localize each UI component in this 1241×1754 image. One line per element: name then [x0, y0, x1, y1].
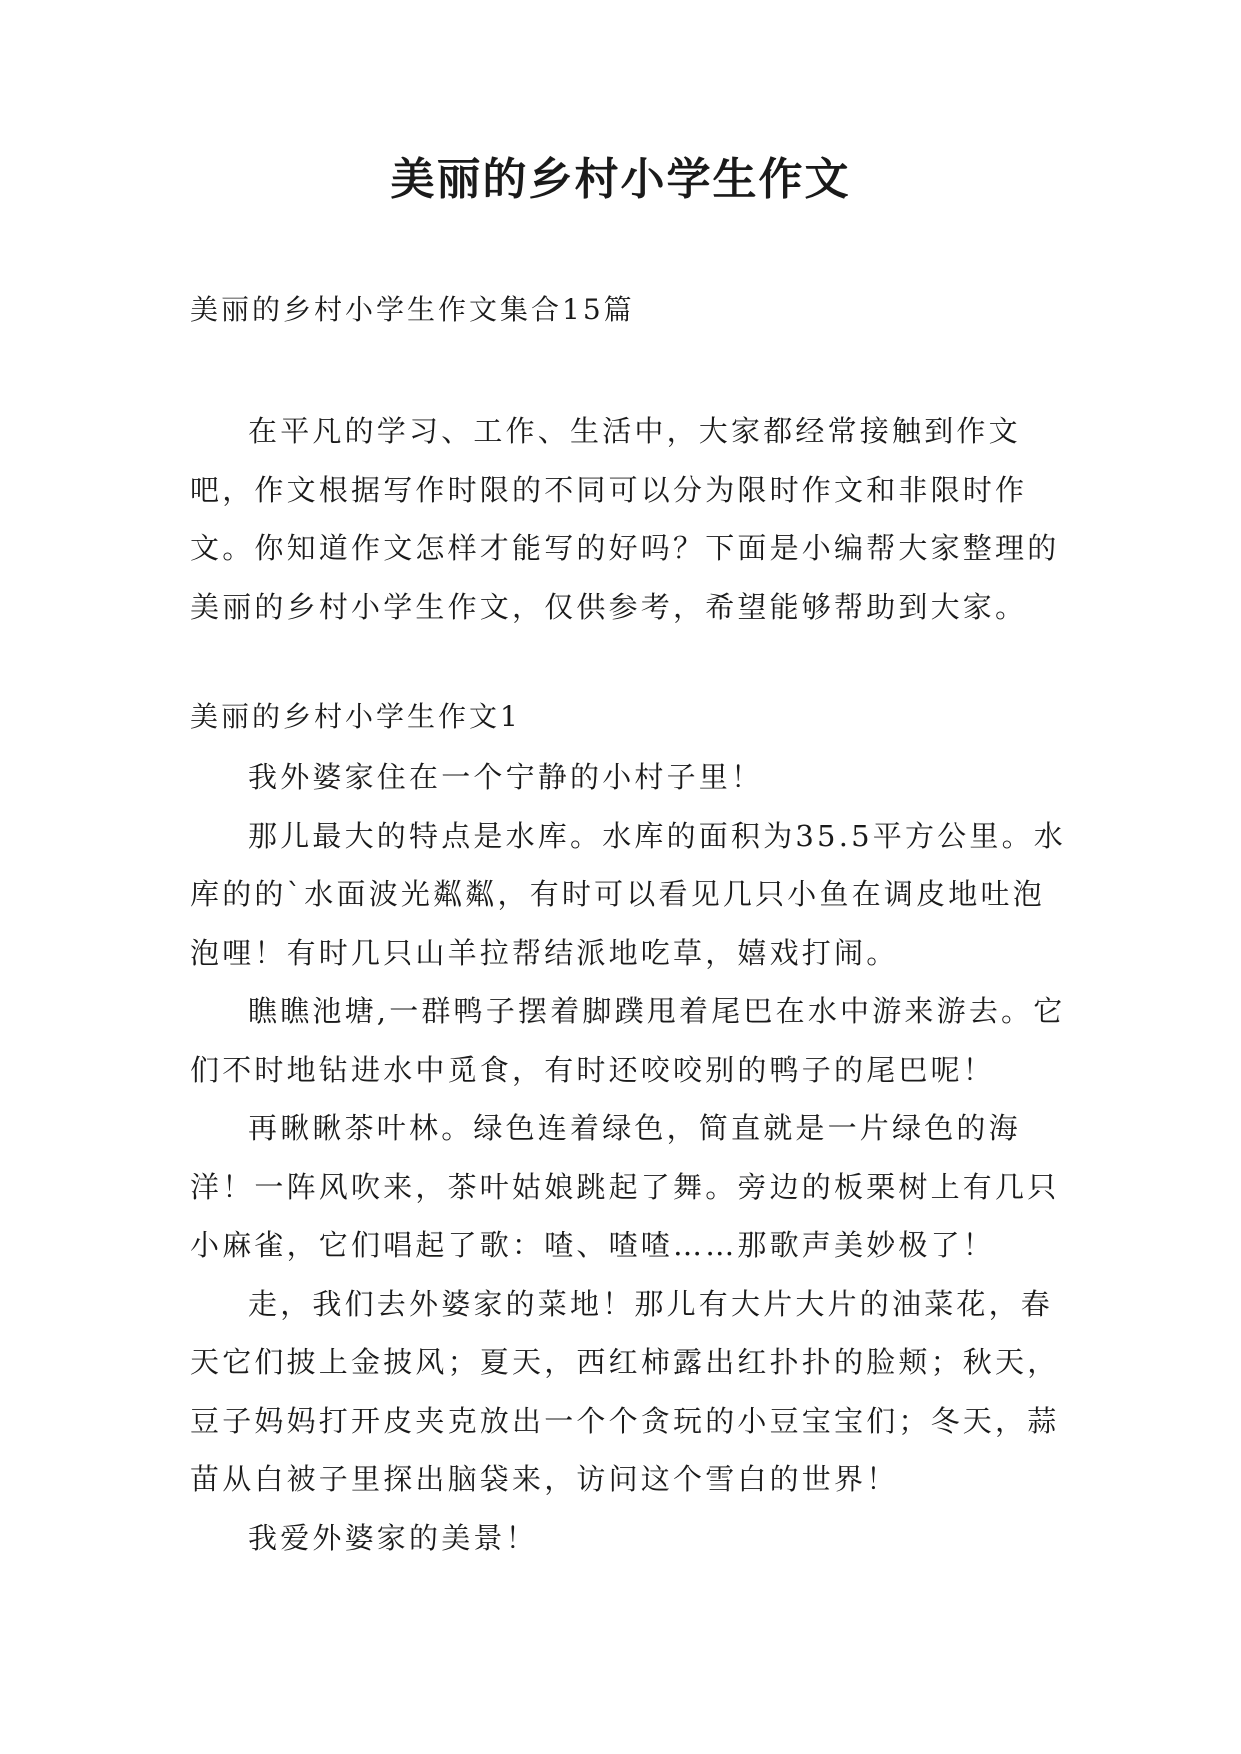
essay-paragraph-1: 我外婆家住在一个宁静的小村子里！ — [248, 760, 764, 794]
essay-paragraph-6: 我爱外婆家的美景！ — [248, 1520, 538, 1555]
essay-paragraph-2: 那儿最大的特点是水库。水库的面积为35.5平方公里。水库的的`水面波光粼粼，有时可以看见几只小鱼在调皮地吐泡泡哩！有时几只山羊拉帮结派地吃草，嬉戏打闹。 — [190, 818, 1066, 970]
essay-paragraph-3: 瞧瞧池塘,一群鸭子摆着脚蹼甩着尾巴在水中游来游去。它们不时地钻进水中觅食，有时还咬咬别的鸭子的尾巴呢！ — [190, 994, 1066, 1087]
intro-block — [190, 402, 1066, 636]
document-title: 美丽的乡村小学生作文 — [390, 154, 851, 205]
essay-body — [190, 748, 1066, 1567]
essay-paragraph-5: 走，我们去外婆家的菜地！那儿有大片大片的油菜花，春天它们披上金披风；夏天，西红柿露出红扑扑的脸颊；秋天，豆子妈妈打开皮夹克放出一个个贪玩的小豆宝宝们；冬天，蒜苗从白被子里探出脑袋来，访问这个雪白的世界！ — [190, 1286, 1060, 1496]
essay-paragraph-4: 再瞅瞅茶叶林。绿色连着绿色，简直就是一片绿色的海洋！一阵风吹来，茶叶姑娘跳起了舞。旁边的板栗树上有几只小麻雀，它们唱起了歌：喳、喳喳……那歌声美妙极了！ — [190, 1111, 1060, 1262]
intro-paragraph: 在平凡的学习、工作、生活中，大家都经常接触到作文吧，作文根据写作时限的不同可以分为限时作文和非限时作文。你知道作文怎样才能写的好吗？下面是小编帮大家整理的美丽的乡村小学生作文，仅供参考，希望能够帮助到大家。 — [190, 414, 1060, 624]
collection-subtitle: 美丽的乡村小学生作文集合15篇 — [190, 293, 635, 326]
essay-heading: 美丽的乡村小学生作文1 — [190, 700, 521, 733]
